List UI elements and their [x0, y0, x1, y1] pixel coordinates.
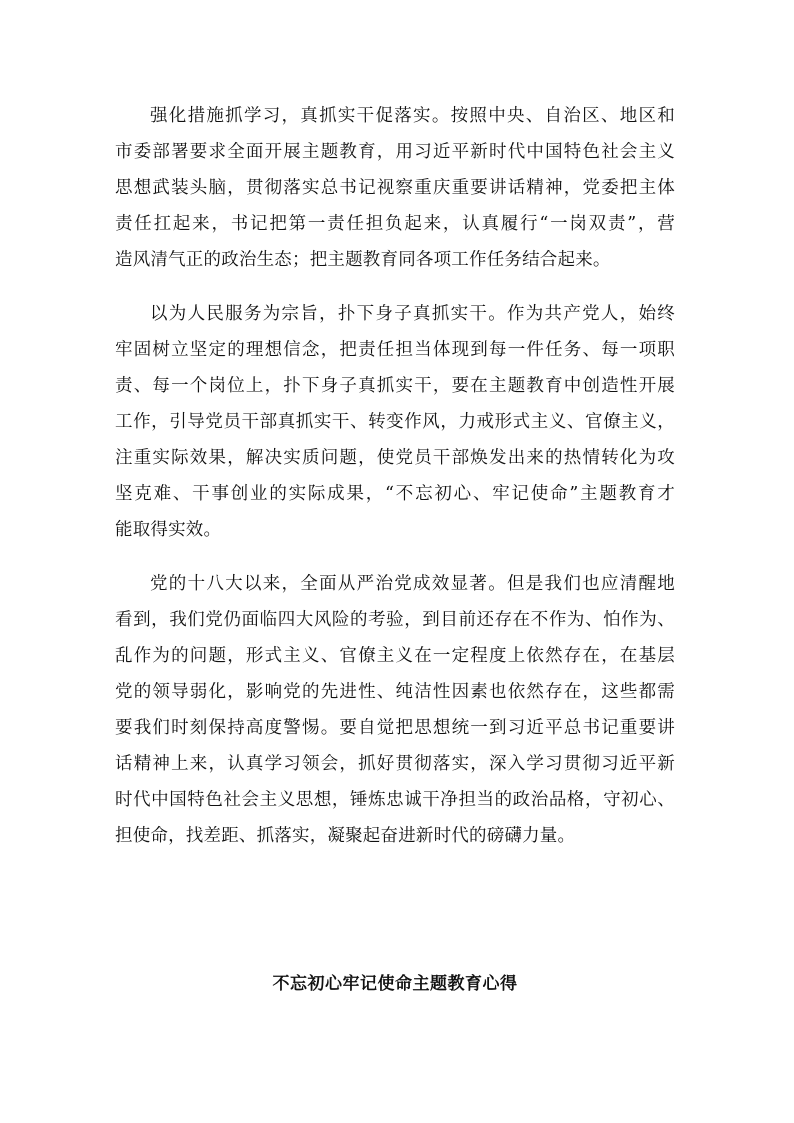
text-line: 以为人民服务为宗旨，扑下身子真抓实干。作为共产党人，始终: [150, 304, 675, 324]
body-text: [115, 98, 675, 872]
text-line: 牢固树立坚定的理想信念，把责任担当体现到每一件任务、每一项职: [115, 340, 675, 360]
text-line: 责、每一个岗位上，扑下身子真抓实干，要在主题教育中创造性开展: [115, 376, 675, 396]
text-line: 坚克难、干事创业的实际成果，“不忘初心、牢记使命”主题教育才: [115, 484, 675, 504]
text-line: 时代中国特色社会主义思想，锤炼忠诚干净担当的政治品格，守初心、: [115, 790, 675, 810]
text-line: 要我们时刻保持高度警惕。要自觉把思想统一到习近平总书记重要讲: [115, 718, 675, 738]
text-line: 思想武装头脑，贯彻落实总书记视察重庆重要讲话精神，党委把主体: [115, 178, 675, 198]
text-line: 责任扛起来，书记把第一责任担负起来，认真履行“一岗双责”，营: [115, 214, 675, 234]
text-line: 工作，引导党员干部真抓实干、转变作风，力戒形式主义、官僚主义，: [115, 412, 675, 432]
section-heading: 不忘初心牢记使命主题教育心得: [272, 974, 518, 994]
text-line: 市委部署要求全面开展主题教育，用习近平新时代中国特色社会主义: [115, 142, 675, 162]
text-line: 注重实际效果，解决实质问题，使党员干部焕发出来的热情转化为攻: [115, 448, 675, 468]
text-line: 乱作为的问题，形式主义、官僚主义在一定程度上依然存在，在基层: [115, 646, 675, 666]
text-line: 话精神上来，认真学习领会，抓好贯彻落实，深入学习贯彻习近平新: [115, 754, 675, 774]
paragraph-3: [115, 566, 675, 854]
text-line: 党的领导弱化，影响党的先进性、纯洁性因素也依然存在，这些都需: [115, 682, 675, 702]
text-line: 党的十八大以来，全面从严治党成效显著。但是我们也应清醒地: [150, 574, 675, 594]
paragraph-2: [115, 296, 675, 548]
text-line: 看到，我们党仍面临四大风险的考验，到目前还存在不作为、怕作为、: [115, 610, 675, 630]
text-line: 造风清气正的政治生态；把主题教育同各项工作任务结合起来。: [115, 250, 611, 270]
text-line: 强化措施抓学习，真抓实干促落实。按照中央、自治区、地区和: [150, 106, 675, 126]
paragraph-1: [115, 98, 675, 278]
text-line: 能取得实效。: [115, 520, 222, 540]
text-line: 担使命，找差距、抓落实，凝聚起奋进新时代的磅礴力量。: [115, 826, 576, 846]
